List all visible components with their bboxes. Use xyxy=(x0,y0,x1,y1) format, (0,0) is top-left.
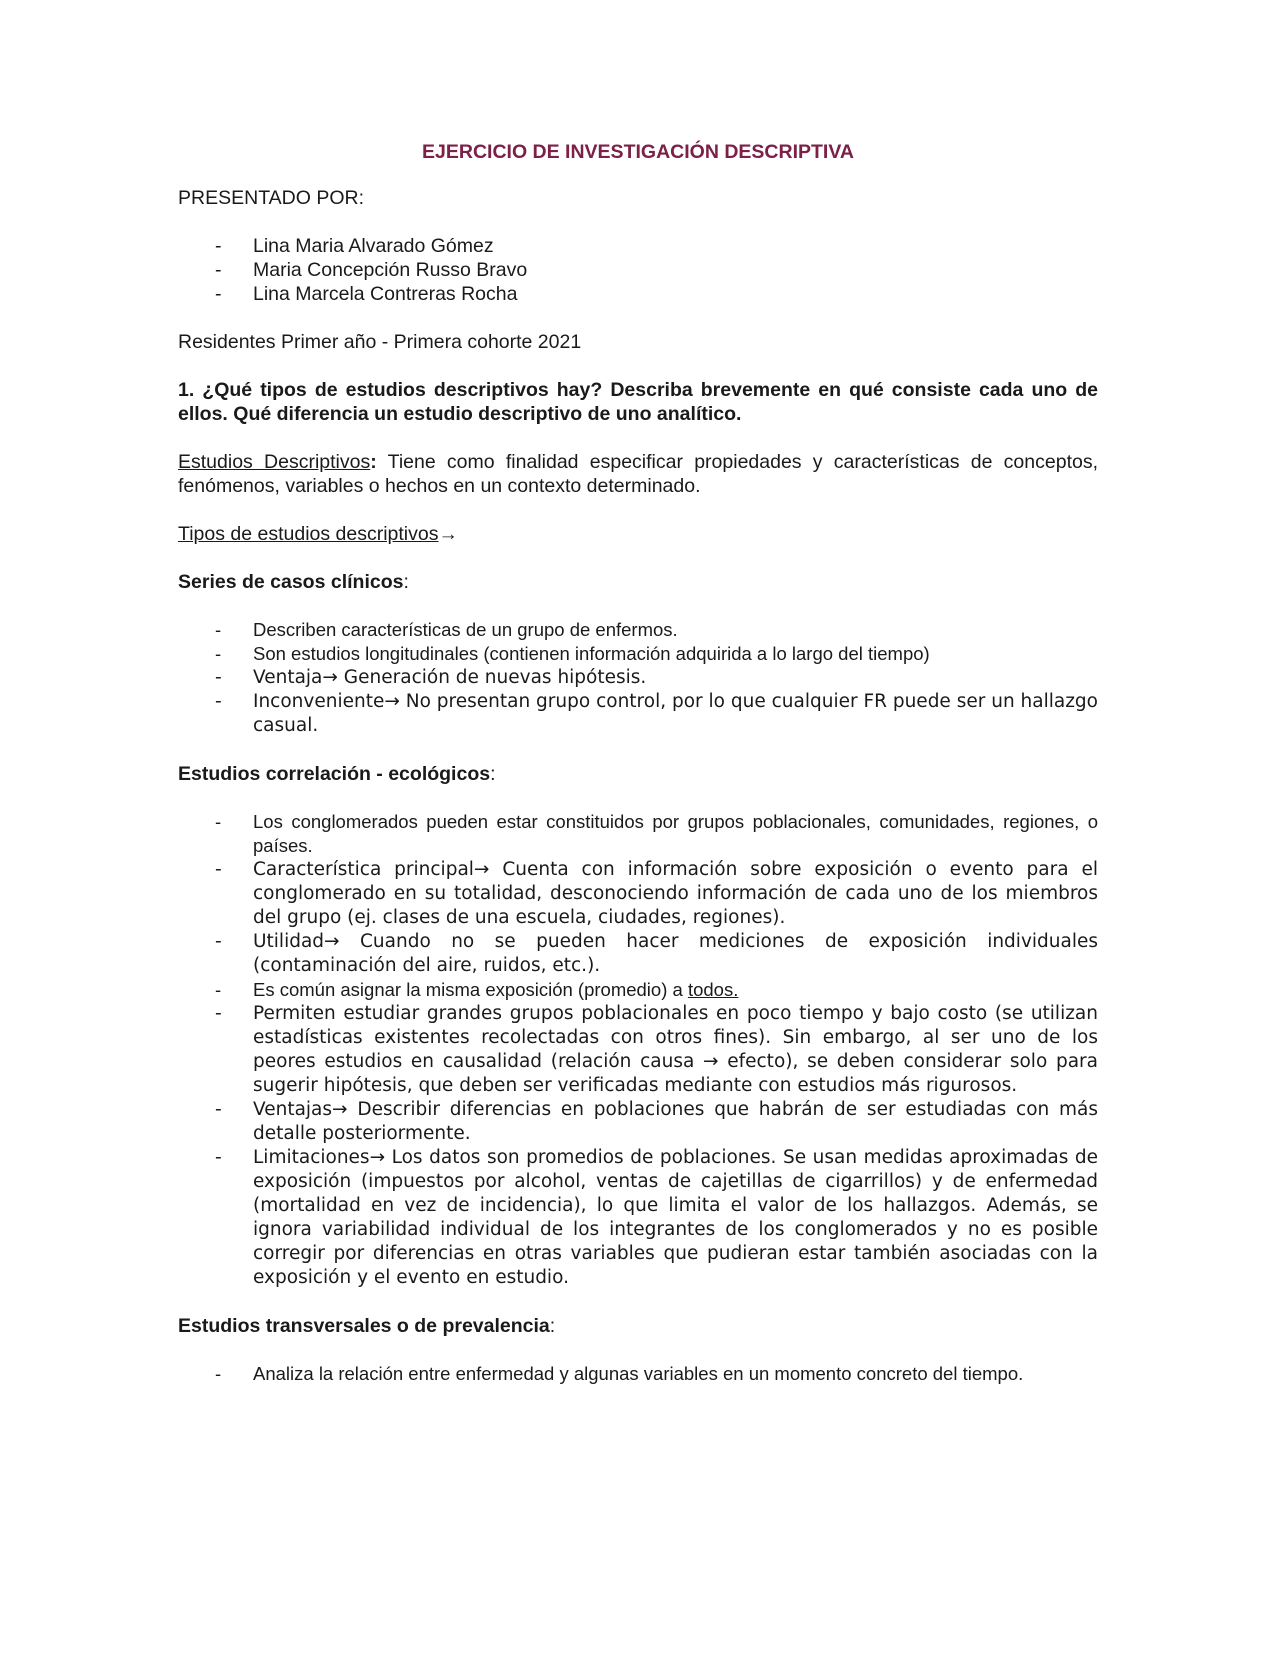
ecological-utility-text: Cuando no se pueden hacer mediciones de exposición individuales (contaminación del aire, ruidos, etc.). xyxy=(253,931,1098,976)
author-item: - Maria Concepción Russo Bravo xyxy=(178,258,1098,282)
ecological-advantages-label: Ventajas xyxy=(253,1099,333,1120)
list-item xyxy=(178,1146,1098,1290)
list-item xyxy=(178,666,1098,690)
arrow-icon: → xyxy=(384,691,400,712)
author-item: - Lina Marcela Contreras Rocha xyxy=(178,282,1098,306)
ecological-main-label: Característica principal xyxy=(253,859,474,880)
ecological-common-text: Es común asignar la misma exposición (promedio) a xyxy=(253,979,688,1000)
document-title: EJERCICIO DE INVESTIGACIÓN DESCRIPTIVA xyxy=(422,141,854,163)
list-item xyxy=(178,978,1098,1002)
series-drawback-label: Inconveniente xyxy=(253,691,385,712)
series-drawback-text: No presentan grupo control, por lo que cualquier FR puede ser un hallazgo casual. xyxy=(253,691,1098,736)
series-advantage-text: Generación de nuevas hipótesis. xyxy=(337,667,647,688)
ecological-utility-label: Utilidad xyxy=(253,931,325,952)
list-item: - Analiza la relación entre enfermedad y algunas variables en un momento concreto del tiempo. xyxy=(178,1362,1098,1386)
presented-by-label: PRESENTADO POR: xyxy=(178,187,365,209)
ecological-main-text: Cuenta con información sobre exposición o evento para el conglomerado en su totalidad, desconociendo información de cada uno de los miembros del grupo (ej. clases de una escuela, ciudades, regiones). xyxy=(253,859,1098,928)
ecological-advantages-text: Describir diferencias en poblaciones que habrán de ser estudiadas con más detalle posteriormente. xyxy=(253,1099,1098,1144)
list-item xyxy=(178,858,1098,930)
ecological-heading-line xyxy=(178,762,1098,786)
arrow-icon: → xyxy=(332,1099,348,1120)
types-heading: Tipos de estudios descriptivos xyxy=(178,523,439,545)
ecological-common-underlined: todos. xyxy=(687,979,739,1000)
ecological-heading-colon: : xyxy=(490,763,496,785)
ecological-limitations-text: Los datos son promedios de poblaciones. Se usan medidas aproximadas de exposición (impuestos por alcohol, ventas de cajetillas de cigarrillos) y de enfermedad (mortalidad en vez de incidencia), lo que limita el valor de los hallazgos. Además, se ignora variabilidad individual de los integrantes de los conglomerados y no es posible corregir por diferencias en otras variables que pudieran estar también asociadas con la exposición y el evento en estudio. xyxy=(253,1147,1098,1288)
list-item xyxy=(178,1098,1098,1146)
list-item xyxy=(178,930,1098,978)
arrow-icon: → xyxy=(369,1147,386,1168)
types-heading-line xyxy=(178,522,1098,546)
definition-paragraph xyxy=(178,450,1098,498)
ecological-allow-text-2: efecto), se deben considerar solo para sugerir hipótesis, que deben ser verificadas mediante con estudios más rigurosos. xyxy=(253,1051,1098,1096)
arrow-icon: → xyxy=(473,859,490,880)
arrow-icon: → xyxy=(703,1051,719,1072)
author-item: - Lina Maria Alvarado Gómez xyxy=(178,234,1098,258)
list-item: - Los conglomerados pueden estar constituidos por grupos poblacionales, comunidades, regiones, o países. xyxy=(178,810,1098,858)
residents-line: Residentes Primer año - Primera cohorte 2021 xyxy=(178,331,582,353)
series-list xyxy=(178,618,1098,738)
cross-sectional-heading: Estudios transversales o de prevalencia xyxy=(178,1315,550,1337)
list-item xyxy=(178,1002,1098,1098)
cross-sectional-heading-colon: : xyxy=(549,1315,556,1337)
ecological-list xyxy=(178,810,1098,1290)
list-item: - Describen características de un grupo de enfermos. xyxy=(178,618,1098,642)
definition-text: Tiene como finalidad especificar propiedades y características de conceptos, fenómenos, variables o hechos en un contexto determinado. xyxy=(178,451,1098,497)
question-1: 1. ¿Qué tipos de estudios descriptivos hay? Describa brevemente en qué consiste cada uno de ellos. Qué diferencia un estudio descriptivo de uno analítico. xyxy=(178,379,1098,425)
definition-term: Estudios Descriptivos xyxy=(178,451,371,473)
definition-colon: : xyxy=(370,451,377,473)
list-item xyxy=(178,690,1098,738)
series-heading-colon: : xyxy=(403,571,409,593)
document-page xyxy=(178,140,1098,1410)
ecological-heading: Estudios correlación - ecológicos xyxy=(178,763,491,785)
arrow-icon: → xyxy=(324,931,340,952)
series-advantage-label: Ventaja xyxy=(253,667,323,688)
series-heading: Series de casos clínicos xyxy=(178,571,404,593)
arrow-icon: → xyxy=(322,667,338,688)
ecological-allow-text-1: Permiten estudiar grandes grupos poblacionales en poco tiempo y bajo costo (se utilizan estadísticas existentes recolectadas con otros fines). Sin embargo, al ser uno de los peores estudios en causalidad (relación causa xyxy=(253,1003,1098,1072)
cross-sectional-list xyxy=(178,1362,1098,1386)
list-item: - Son estudios longitudinales (contienen información adquirida a lo largo del tiempo) xyxy=(178,642,1098,666)
cross-sectional-heading-line xyxy=(178,1314,1098,1338)
series-heading-line xyxy=(178,570,1098,594)
authors-list xyxy=(178,234,1098,306)
arrow-icon: → xyxy=(438,523,458,545)
ecological-limitations-label: Limitaciones xyxy=(253,1147,370,1168)
